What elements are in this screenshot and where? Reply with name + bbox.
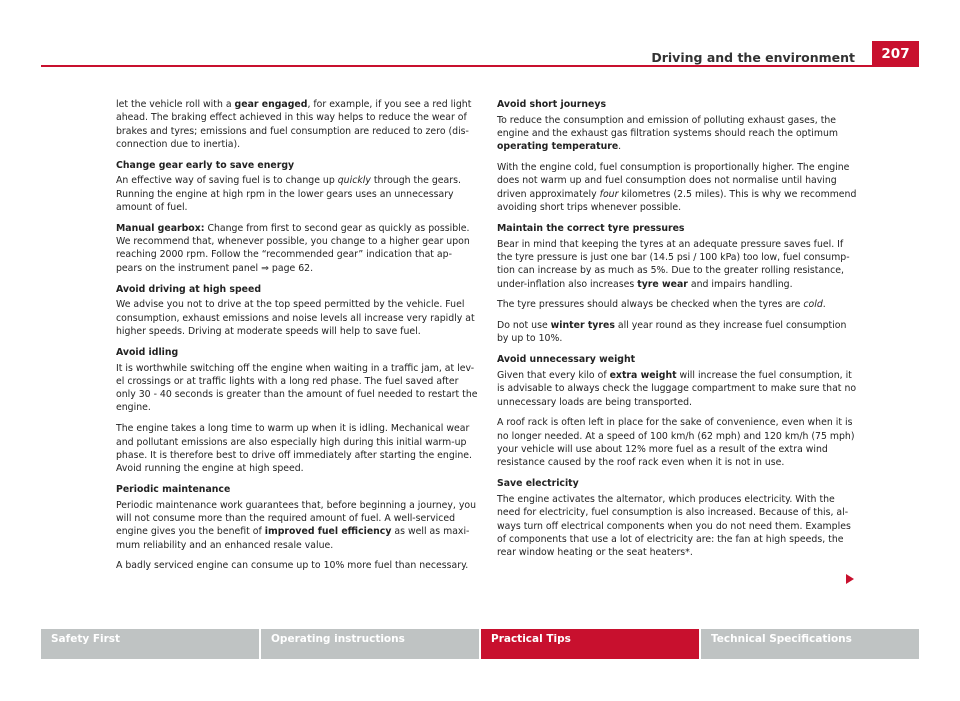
paragraph: [497, 238, 859, 291]
paragraph: [116, 98, 478, 151]
header-rule: [41, 65, 919, 67]
section-heading: Maintain the correct tyre pressures: [497, 222, 685, 234]
text: through the gears. Running the engine at high rpm in the lower gears uses an unnecessary amount of fuel.: [116, 175, 461, 214]
paragraph: The engine takes a long time to warm up when it is idling. Mechanical wear and pollutant emissions are also especially high during this initial warm-up phase. It is therefore best to drive off immediately after starting the engine. Avoid running the engine at high speed.: [116, 423, 473, 475]
text: all year round as they increase fuel consumption by up to 10%.: [497, 320, 847, 345]
text: let the vehicle roll with a: [116, 99, 235, 110]
section-heading: Save electricity: [497, 478, 579, 490]
section-heading: Avoid idling: [116, 346, 179, 358]
emphasis: improved fuel efficiency: [264, 526, 392, 538]
page-number: 207: [872, 41, 919, 67]
paragraph: The engine activates the alternator, which produces electricity. With the need for electricity, fuel consumption is also increased. Because of this, al-ways turn off electrical components when you do not need them. Examples of components that use a lot of electricity are: the fan at high speeds, the rear window heating or the seat heaters*.: [497, 493, 851, 559]
paragraph: [497, 298, 859, 311]
footer-nav: [41, 629, 919, 659]
paragraph: [497, 161, 859, 214]
tab-operating-instructions[interactable]: Operating instructions: [261, 629, 479, 659]
italic-text: four: [599, 188, 619, 200]
text: Given that every kilo of: [497, 370, 610, 382]
section-heading: Avoid driving at high speed: [116, 283, 262, 295]
emphasis: operating temperature: [497, 141, 619, 153]
text: will increase the fuel consumption, it is advisable to always check the luggage compartment to make sure that no unnecessary loads are being transported.: [497, 370, 857, 408]
tab-technical-specifications[interactable]: Technical Specifications: [701, 629, 919, 659]
tab-practical-tips[interactable]: Practical Tips: [481, 629, 699, 659]
paragraph: [116, 174, 478, 214]
emphasis: winter tyres: [550, 320, 615, 332]
section-heading: Periodic maintenance: [116, 483, 231, 495]
text: .: [618, 141, 622, 153]
emphasis: gear engaged: [234, 99, 308, 110]
text: Change from first to second gear as quickly as possible. We recommend that, whenever possible, you change to a higher gear upon reaching 2000 rpm. Follow the “recommended gear” indication that ap-pears on the instrument panel ⇒ page 62.: [116, 222, 470, 274]
text: .: [822, 299, 826, 311]
paragraph: A roof rack is often left in place for the sake of convenience, even when it is no longer needed. At a speed of 100 km/h (62 mph) and 120 km/h (75 mph) your vehicle will use about 12% more fuel as a result of the extra wind resistance caused by the roof rack even when it is not in use.: [497, 417, 855, 469]
text: Do not use: [497, 320, 551, 332]
text: To reduce the consumption and emission of polluting exhaust gases, the engine and the exhaust gas filtration systems should reach the optimum: [497, 114, 838, 140]
paragraph: [116, 499, 478, 552]
text: An effective way of saving fuel is to change up: [116, 175, 338, 187]
page-header-title: Driving and the environment: [651, 50, 855, 65]
tab-safety-first[interactable]: Safety First: [41, 629, 259, 659]
emphasis: extra weight: [609, 370, 677, 382]
paragraph: [497, 369, 859, 409]
text: as well as maxi-mum reliability and an enhanced resale value.: [116, 526, 470, 551]
emphasis: Manual gearbox:: [116, 222, 205, 234]
italic-text: quickly: [337, 175, 371, 187]
right-column: [497, 98, 859, 567]
paragraph: We advise you not to drive at the top speed permitted by the vehicle. Fuel consumption, exhaust emissions and noise levels all increase very rapidly at higher speeds. Driving at moderate speeds will help to save fuel.: [116, 299, 475, 337]
text: The tyre pressures should always be checked when the tyres are: [497, 299, 804, 311]
text: Periodic maintenance work guarantees that, before beginning a journey, you will not consume more than the required amount of fuel. A well-serviced engine gives you the benefit of: [116, 499, 477, 538]
section-heading: Avoid unnecessary weight: [497, 354, 636, 366]
paragraph: [497, 114, 859, 154]
paragraph: It is worthwhile switching off the engine when waiting in a traffic jam, at lev-el crossings or at traffic lights with a long red phase. The fuel saved after only 30 - 40 seconds is greater than the amount of fuel needed to restart the engine.: [116, 362, 478, 414]
text: kilometres (2.5 miles). This is why we recommend avoiding short trips whenever possible.: [497, 188, 857, 214]
emphasis: tyre wear: [637, 278, 688, 290]
text: , for example, if you see a red light ahead. The braking effect achieved in this way helps to reduce the wear of brakes and tyres; emissions and fuel consumption are reduced to zero (dis-connection due to inertia).: [116, 99, 472, 150]
paragraph: [116, 222, 478, 275]
text: With the engine cold, fuel consumption is proportionally higher. The engine does not warm up and fuel consumption does not normalise until having driven approximately: [497, 162, 850, 200]
paragraph: A badly serviced engine can consume up to 10% more fuel than necessary.: [116, 560, 469, 572]
left-column: [116, 98, 478, 580]
italic-text: cold: [803, 299, 823, 311]
text: Bear in mind that keeping the tyres at an adequate pressure saves fuel. If the tyre pressure is just one bar (14.5 psi / 100 kPa) too low, fuel consump-tion can increase by as much as 5%. Due to the greater rolling resistance, under-inflation also increases: [497, 238, 850, 290]
text: and impairs handling.: [687, 278, 793, 290]
paragraph: [497, 319, 859, 346]
section-heading: Avoid short journeys: [497, 99, 607, 110]
section-heading: Change gear early to save energy: [116, 159, 295, 171]
continue-arrow-icon: [846, 574, 854, 584]
